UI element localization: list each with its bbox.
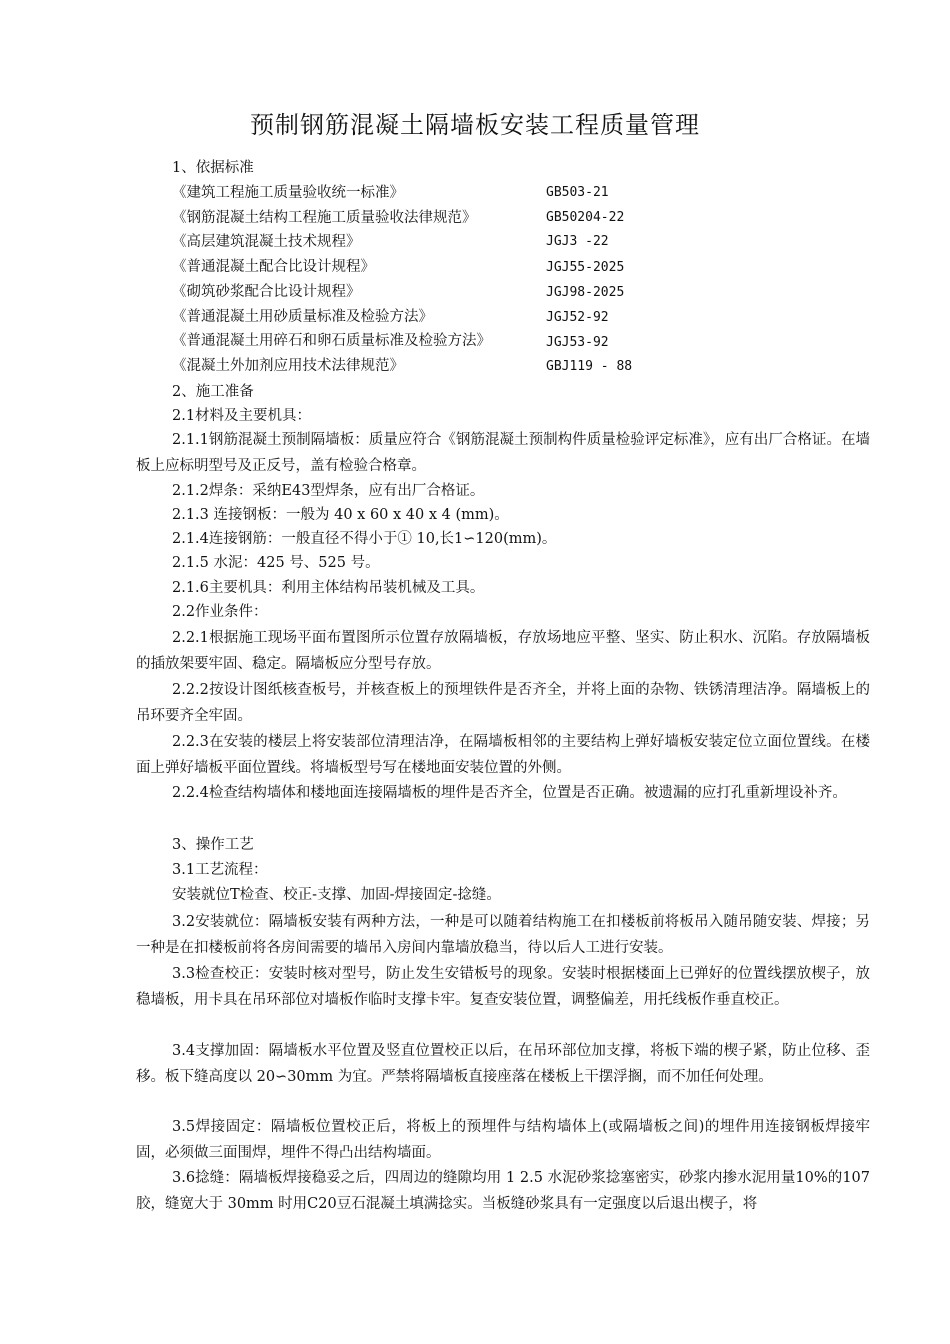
paragraph: 3.5焊接固定：隔墙板位置校正后，将板上的预埋件与结构墙体上(或隔墙板之间)的埋件用连接钢板焊接牢固，必须做三面围焊，埋件不得凸出结构墙面。 [136, 1119, 870, 1161]
paragraph: 2.1.5 水泥：425 号、525 号。 [172, 555, 380, 571]
paragraph: 2.1.1钢筋混凝土预制隔墙板：质量应符合《钢筋混凝土预制构件质量检验评定标准》，应有出厂合格证。在墙板上应标明型号及正反号，盖有检验合格章。 [136, 432, 870, 474]
section-heading-1: 1、依据标准 [172, 160, 254, 176]
standard-name: 《混凝土外加剂应用技术法律规范》 [172, 358, 404, 374]
standard-name: 《建筑工程施工质量验收统一标准》 [172, 185, 404, 201]
standard-code: GB503-21 [546, 185, 609, 200]
subsection-heading: 3.1工艺流程： [172, 862, 268, 878]
paragraph: 2.1.6主要机具：利用主体结构吊装机械及工具。 [172, 580, 485, 596]
paragraph: 3.4支撑加固：隔墙板水平位置及竖直位置校正以后，在吊环部位加支撑，将板下端的楔子紧，防止位移、歪移。板下缝高度以 20∽30mm 为宜。严禁将隔墙板直接座落在楼板上干摆浮搁，而不加任何处理。 [136, 1043, 870, 1085]
paragraph: 2.1.4连接钢筋：一般直径不得小于① 10,长1∽120(mm)。 [172, 531, 557, 547]
standard-code: JGJ52-92 [546, 310, 609, 325]
standard-code: JGJ3 -22 [546, 234, 609, 249]
paragraph: 2.2.1根据施工现场平面布置图所示位置存放隔墙板，存放场地应平整、坚实、防止积水、沉陷。存放隔墙板的插放架要牢固、稳定。隔墙板应分型号存放。 [136, 630, 870, 672]
section-heading-3: 3、操作工艺 [172, 837, 254, 853]
paragraph: 3.3检查校正：安装时核对型号，防止发生安错板号的现象。安装时根据楼面上已弹好的位置线摆放楔子，放稳墙板，用卡具在吊环部位对墙板作临时支撑卡牢。复查安装位置，调整偏差，用托线板作垂直校正。 [136, 966, 870, 1008]
paragraph: 2.2.3在安装的楼层上将安装部位清理洁净，在隔墙板相邻的主要结构上弹好墙板安装定位立面位置线。在楼面上弹好墙板平面位置线。将墙板型号写在楼地面安装位置的外侧。 [136, 734, 870, 776]
standard-name: 《钢筋混凝土结构工程施工质量验收法律规范》 [172, 210, 477, 226]
standard-code: JGJ98-2025 [546, 285, 625, 300]
standard-code: GB50204-22 [546, 210, 625, 225]
page-title: 预制钢筋混凝土隔墙板安装工程质量管理 [250, 111, 700, 139]
subsection-heading: 2.2作业条件： [172, 604, 268, 620]
paragraph: 3.6捻缝：隔墙板焊接稳妥之后，四周边的缝隙均用 1 2.5 水泥砂浆捻塞密实，砂浆内掺水泥用量10%的107胶，缝宽大于 30mm 时用C20豆石混凝土填满捻实。当板缝砂浆具有一定强度以后退出楔子，将 [136, 1170, 870, 1212]
standard-name: 《普通混凝土用碎石和卵石质量标准及检验方法》 [172, 333, 491, 349]
standard-code: JGJ55-2025 [546, 260, 625, 275]
paragraph: 3.2安装就位：隔墙板安装有两种方法，一种是可以随着结构施工在扣楼板前将板吊入随吊随安装、焊接；另一种是在扣楼板前将各房间需要的墙吊入房间内靠墙放稳当，待以后人工进行安装。 [136, 914, 870, 956]
standard-name: 《普通混凝土配合比设计规程》 [172, 259, 375, 275]
paragraph: 2.1.2焊条：采纳E43型焊条，应有出厂合格证。 [172, 483, 485, 499]
paragraph: 2.2.4检查结构墙体和楼地面连接隔墙板的埋件是否齐全，位置是否正确。被遗漏的应打孔重新埋设补齐。 [172, 785, 847, 801]
standard-name: 《普通混凝土用砂质量标准及检验方法》 [172, 309, 433, 325]
section-heading-2: 2、施工准备 [172, 384, 254, 400]
paragraph: 2.1.3 连接钢板：一般为 40 x 60 x 40 x 4 (mm)。 [172, 507, 509, 523]
process-flow: 安装就位T检查、校正-支撑、加固-焊接固定-捻缝。 [172, 887, 501, 903]
paragraph: 2.2.2按设计图纸核查板号，并核查板上的预埋铁件是否齐全，并将上面的杂物、铁锈清理洁净。隔墙板上的吊环要齐全牢固。 [136, 682, 870, 724]
subsection-heading: 2.1材料及主要机具： [172, 408, 312, 424]
standard-code: GBJ119 - 88 [546, 359, 633, 374]
standard-code: JGJ53-92 [546, 335, 609, 350]
standard-name: 《砌筑砂浆配合比设计规程》 [172, 284, 361, 300]
standard-name: 《高层建筑混凝土技术规程》 [172, 234, 361, 250]
